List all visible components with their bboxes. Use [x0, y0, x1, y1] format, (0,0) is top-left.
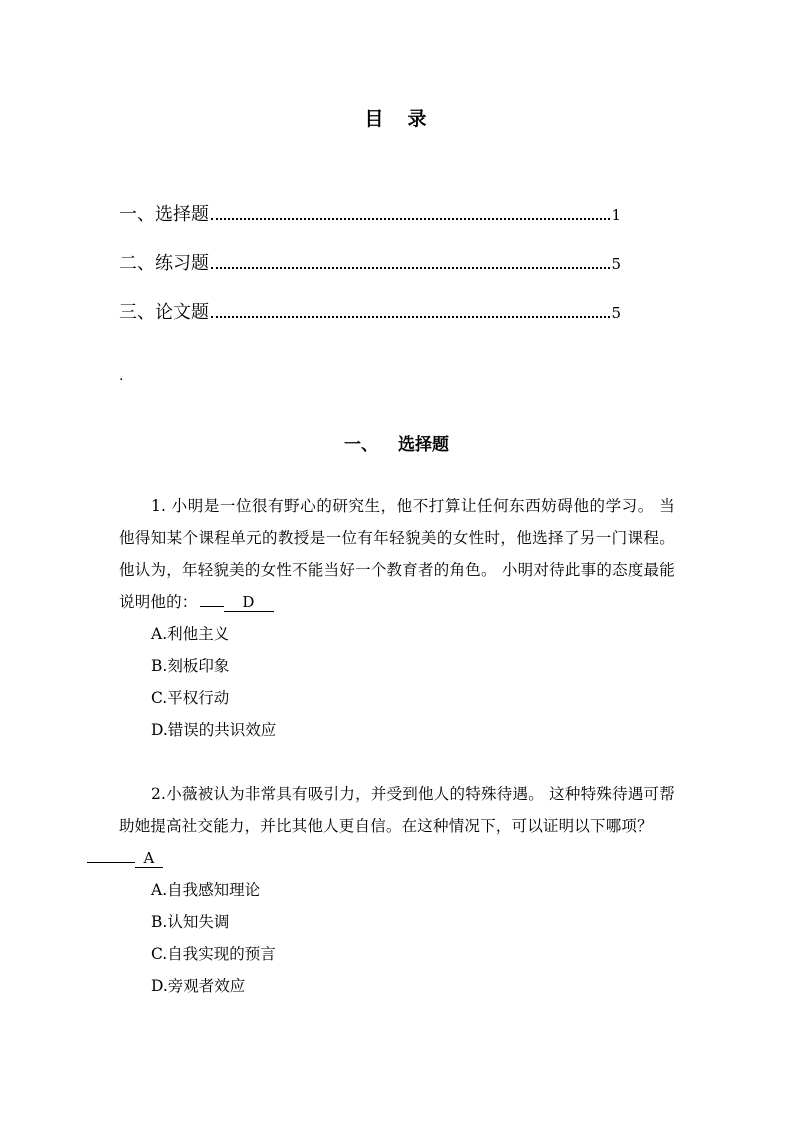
toc-entry-choice[interactable]: [119, 200, 621, 226]
toc-dot-leader: [211, 218, 610, 220]
question-2-option-a: A.自我感知理论: [151, 881, 261, 899]
toc-title: [0, 104, 793, 131]
toc-entry-essay[interactable]: [119, 298, 621, 324]
section-title: 选择题: [398, 435, 449, 455]
toc-entry-label: 三、论文题: [119, 302, 209, 323]
toc-entry-page: 5: [611, 255, 621, 273]
toc-dot-leader: [211, 267, 610, 269]
toc-title-char-1: 目: [364, 108, 386, 130]
section-number: 一、: [344, 435, 378, 455]
section-heading: [0, 430, 793, 455]
toc-dot-leader: [211, 316, 610, 318]
answer-blank-lead: [200, 606, 224, 607]
question-text: 2.小薇被认为非常具有吸引力，并受到他人的特殊待遇。 这种特殊待遇可帮助她提高社交能力，并比其他人更自信。在这种情况下，可以证明以下哪项？: [119, 785, 675, 835]
toc-entry-label: 一、选择题: [119, 204, 209, 225]
question-2-option-b: B.认知失调: [151, 913, 230, 931]
question-text: 1. 小明是一位很有野心的研究生，他不打算让任何东西妨碍他的学习。 当他得知某个课程单元的教授是一位有年轻貌美的女性时，他选择了另一门课程。他认为，年轻貌美的女性不能当好一个教育者的角色。 小明对待此事的态度最能说明他的：: [119, 497, 675, 611]
toc-entry-label: 二、练习题: [119, 253, 209, 274]
toc-entry-page: 1: [611, 206, 621, 224]
answer-blank-lead: [87, 862, 135, 863]
trailing-dot: .: [119, 368, 124, 384]
question-1-option-b: B.刻板印象: [151, 657, 230, 675]
question-1-option-a: A.利他主义: [151, 625, 230, 643]
question-1-option-c: C.平权行动: [151, 689, 230, 707]
answer-blank: A: [135, 849, 163, 868]
toc-entry-page: 5: [611, 304, 621, 322]
question-1-option-d: D.错误的共识效应: [151, 721, 277, 739]
question-1: [119, 490, 675, 618]
question-2-option-c: C.自我实现的预言: [151, 945, 276, 963]
toc-title-char-2: 录: [407, 108, 429, 130]
question-2-option-d: D.旁观者效应: [151, 977, 246, 995]
answer-blank: D: [224, 593, 274, 612]
question-2: [119, 778, 675, 874]
toc-entry-practice[interactable]: [119, 249, 621, 275]
